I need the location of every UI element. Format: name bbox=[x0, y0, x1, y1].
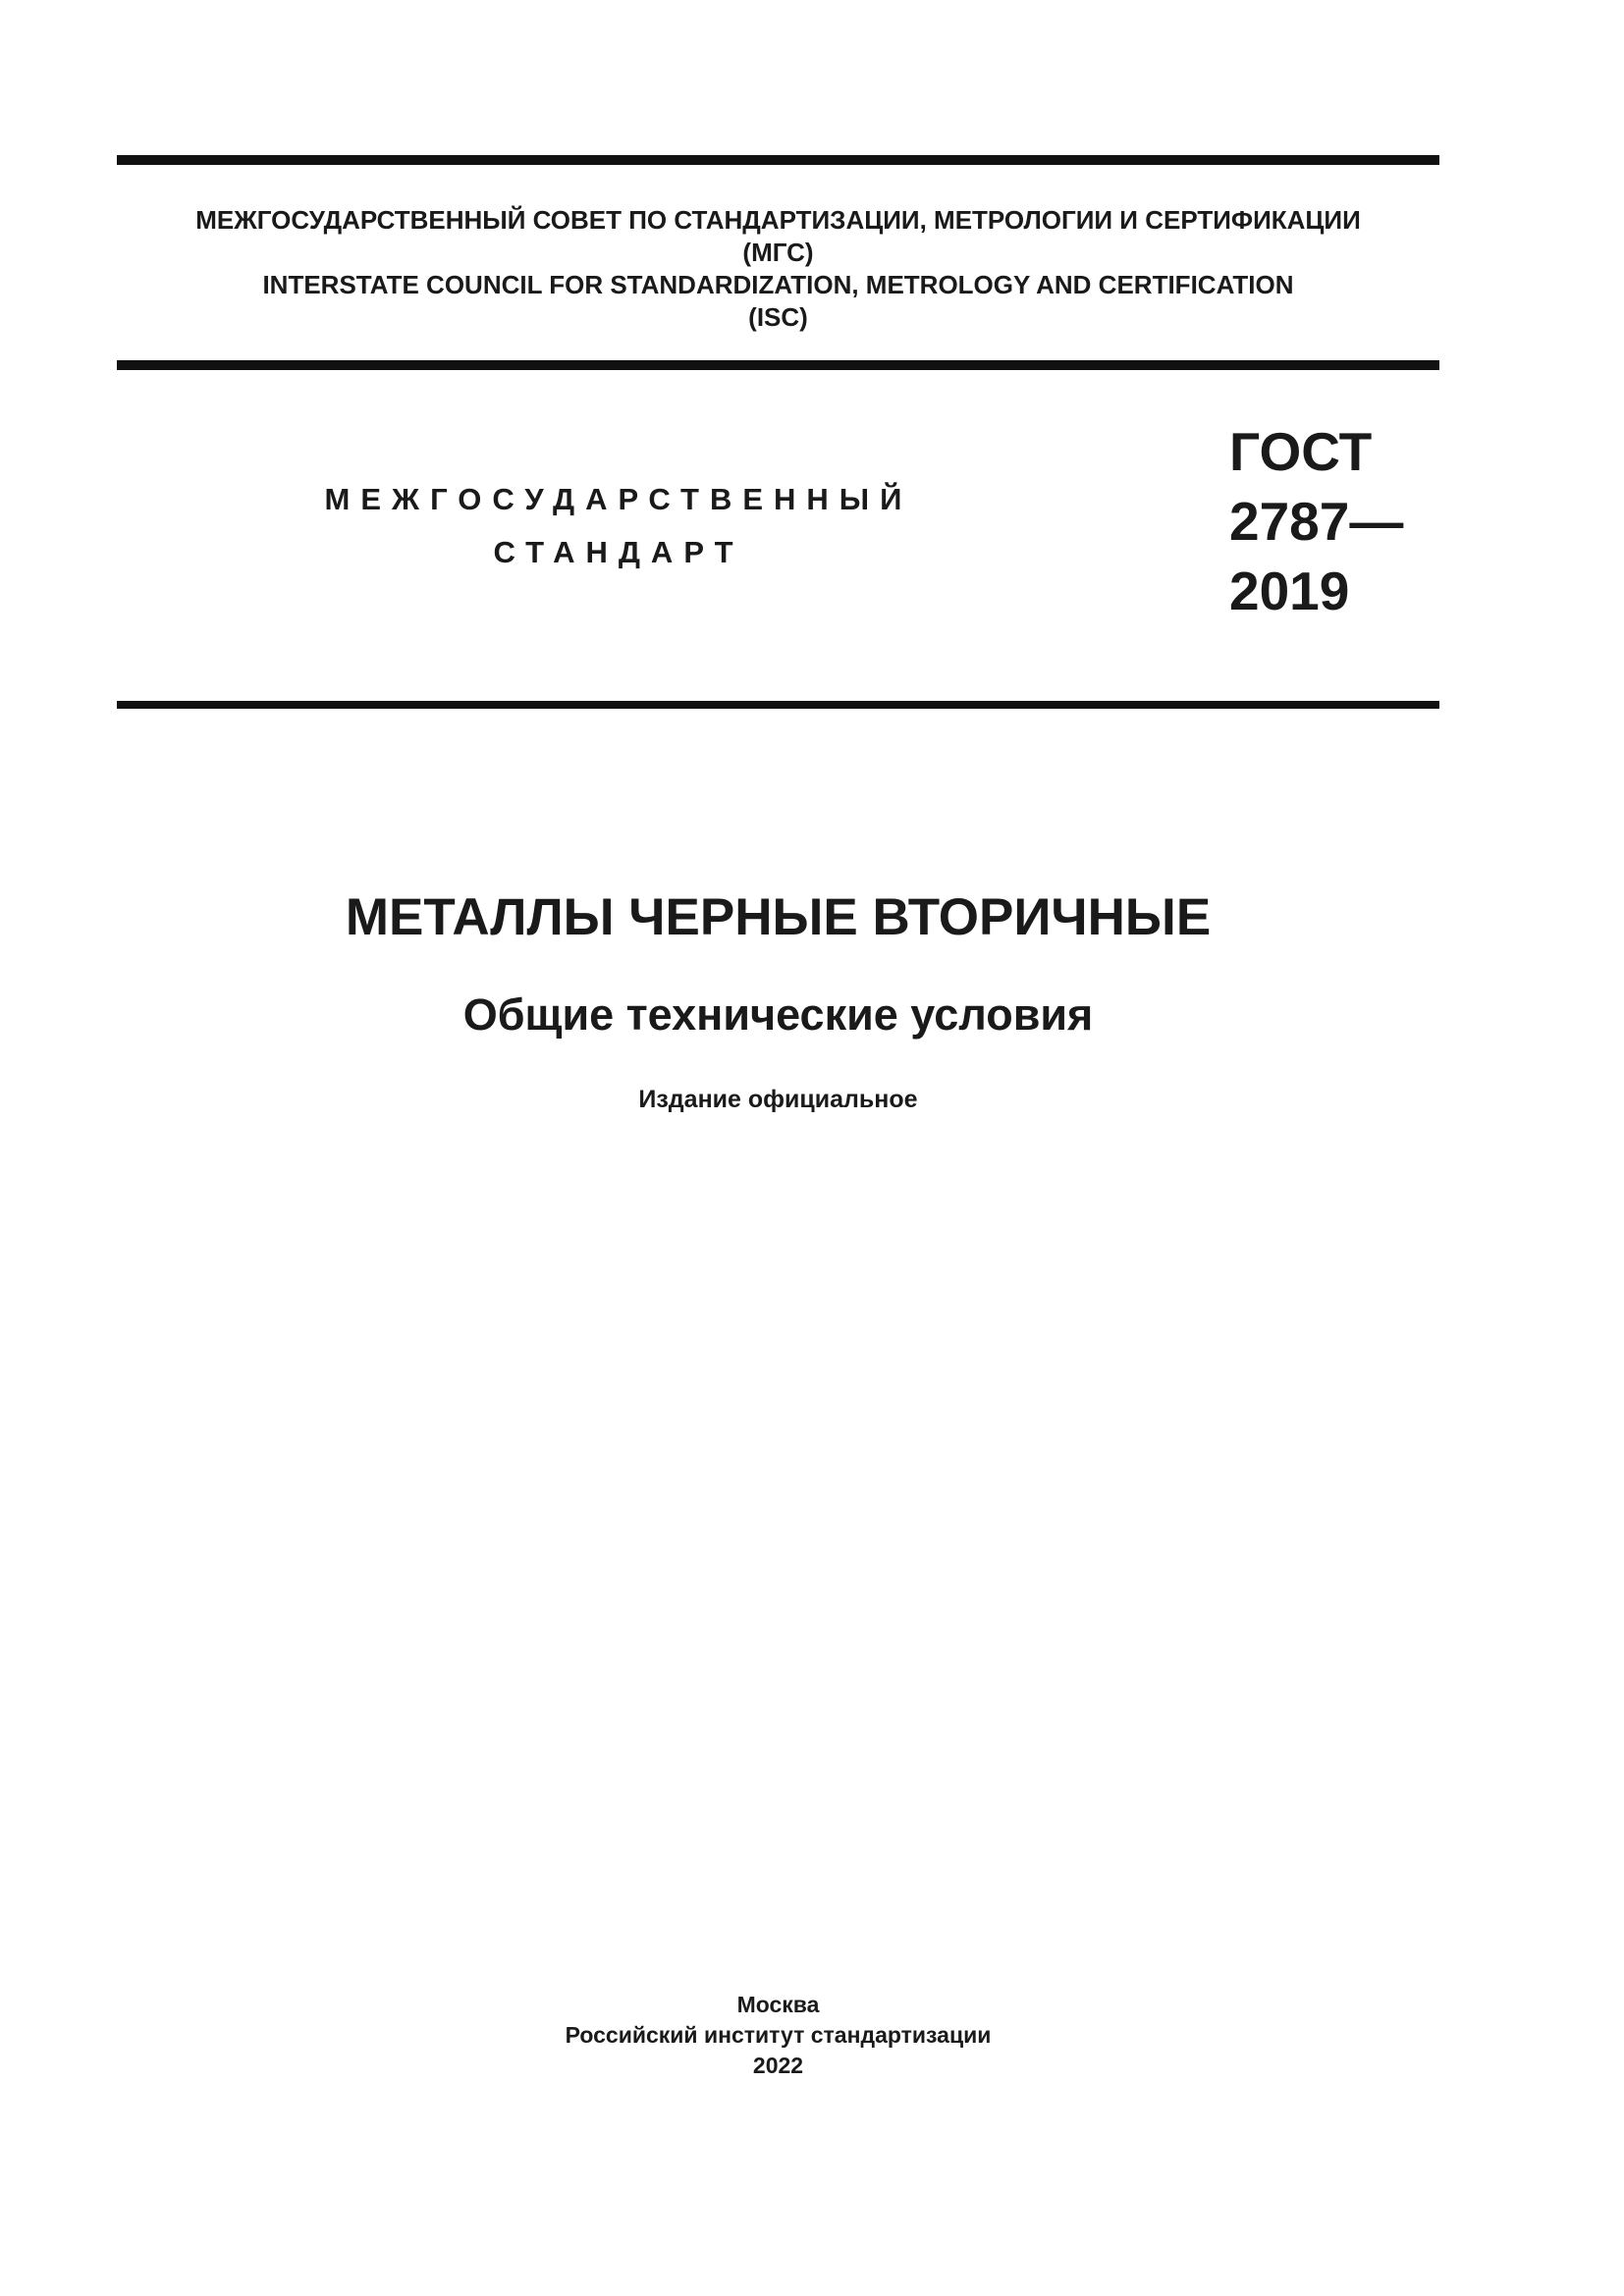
council-header bbox=[117, 204, 1439, 334]
publisher-imprint bbox=[117, 1990, 1439, 2081]
council-name-en: INTERSTATE COUNCIL FOR STANDARDIZATION, METROLOGY AND CERTIFICATION bbox=[262, 270, 1294, 299]
document-title: МЕТАЛЛЫ ЧЕРНЫЕ ВТОРИЧНЫЕ bbox=[345, 888, 1212, 946]
council-abbr-ru: (МГС) bbox=[742, 238, 814, 267]
standard-type-line-1: МЕЖГОСУДАРСТВЕННЫЙ bbox=[324, 482, 913, 516]
header-divider-rule bbox=[117, 360, 1439, 370]
council-abbr-en: (ISC) bbox=[748, 302, 808, 332]
imprint-publisher: Российский институт стандартизации bbox=[565, 2022, 992, 2048]
council-name-ru: МЕЖГОСУДАРСТВЕННЫЙ СОВЕТ ПО СТАНДАРТИЗАЦИИ, МЕТРОЛОГИИ И СЕРТИФИКАЦИИ bbox=[195, 205, 1361, 235]
imprint-city: Москва bbox=[736, 1992, 820, 2017]
gost-prefix: ГОСТ bbox=[1229, 421, 1373, 482]
gost-designation bbox=[1229, 417, 1435, 626]
imprint-year: 2022 bbox=[752, 2053, 804, 2078]
standard-type-label bbox=[295, 473, 943, 579]
designation-divider-rule bbox=[117, 701, 1439, 709]
gost-year: 2019 bbox=[1229, 561, 1350, 621]
gost-number: 2787— bbox=[1229, 491, 1404, 552]
document-subtitle: Общие технические условия bbox=[462, 989, 1094, 1040]
top-rule bbox=[117, 155, 1439, 165]
standard-type-line-2: СТАНДАРТ bbox=[493, 535, 744, 569]
edition-note: Издание официальное bbox=[638, 1086, 918, 1113]
